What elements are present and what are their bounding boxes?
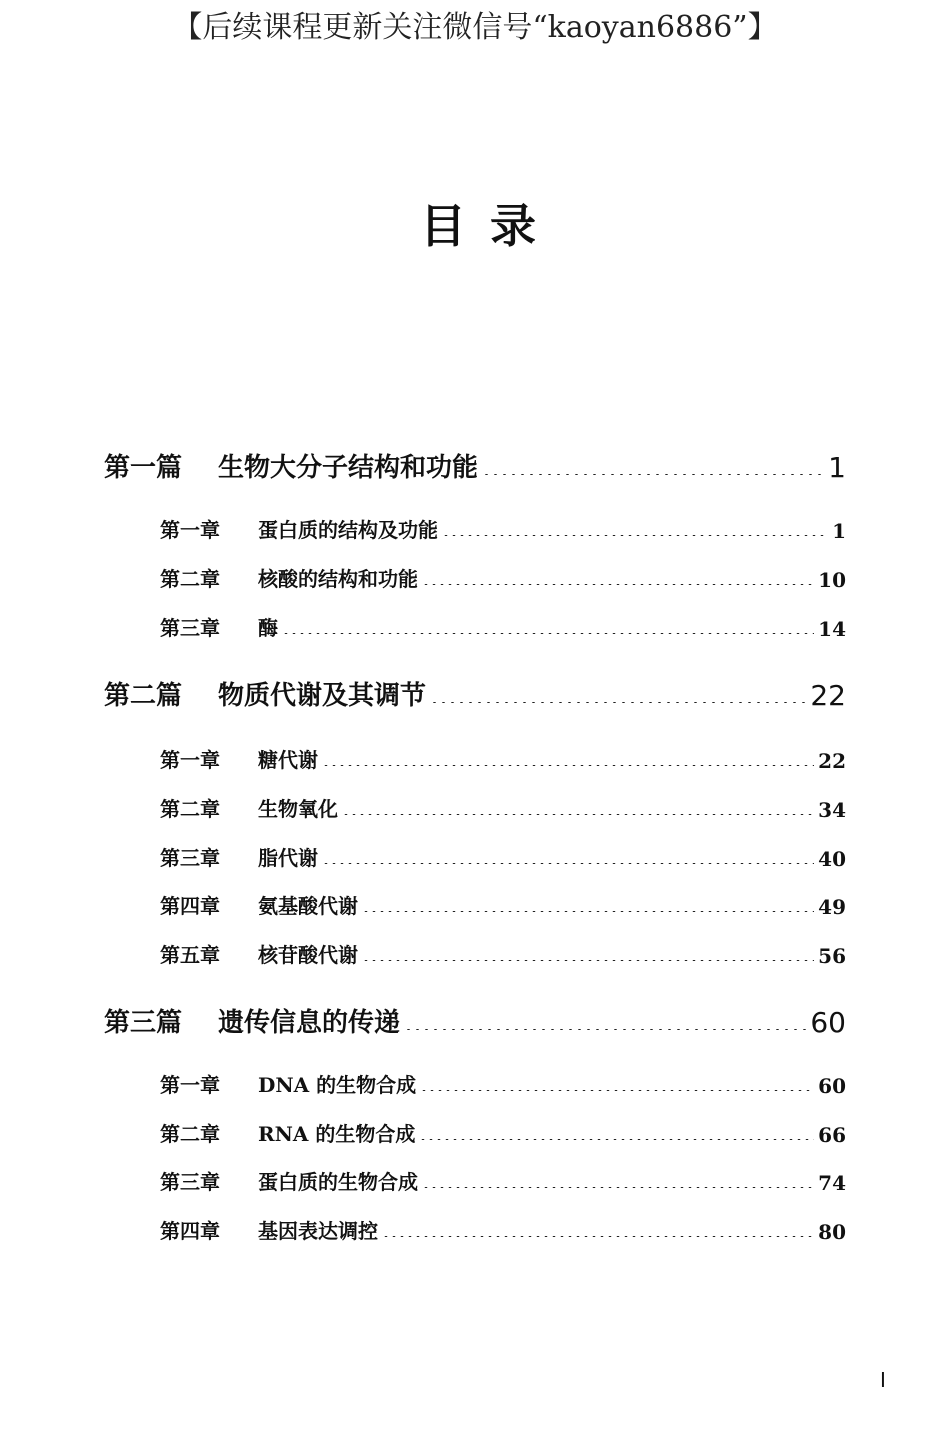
part-label: 第三篇 [104,1008,183,1038]
toc-part-2[interactable] [104,676,846,712]
chapter-label: 第二章 [160,797,220,821]
toc-part-1[interactable] [104,448,846,484]
dot-leader [322,765,814,766]
toc-chapter-1-2[interactable] [160,564,846,592]
toc-chapter-2-5[interactable] [160,940,846,968]
toc-chapter-2-3[interactable] [160,843,846,871]
page-marker: I [880,1368,886,1392]
dot-leader [404,1029,806,1030]
chapter-label: 第五章 [160,943,220,967]
page-number: 60 [818,1074,846,1098]
toc-part-3[interactable] [104,1003,846,1039]
chapter-label: 第二章 [160,1122,220,1146]
chapter-name: DNA 的生物合成 [258,1073,417,1097]
header-banner: 【后续课程更新关注微信号“kaoyan6886”】 [172,10,778,45]
dot-leader [342,814,814,815]
page-number: 66 [818,1123,846,1147]
dot-leader [430,702,806,703]
chapter-name: 生物氧化 [258,797,338,821]
chapter-label: 第三章 [160,1170,220,1194]
chapter-label: 第二章 [160,567,220,591]
page-number: 22 [818,749,846,773]
part-label: 第一篇 [104,453,183,483]
chapter-name: 核酸的结构和功能 [258,567,418,591]
toc-chapter-2-2[interactable] [160,794,846,822]
dot-leader [422,584,814,585]
dot-leader [282,633,814,634]
page-number: 1 [832,519,846,543]
dot-leader [362,911,814,912]
dot-leader [322,863,814,864]
page-number: 34 [818,798,846,822]
chapter-label: 第一章 [160,1073,220,1097]
dot-leader [419,1139,814,1140]
page-number: 22 [810,679,846,712]
chapter-name: 蛋白质的结构及功能 [258,518,438,542]
chapter-name: 蛋白质的生物合成 [258,1170,418,1194]
chapter-name: 酶 [258,616,278,640]
toc-chapter-2-4[interactable] [160,891,846,919]
page-number: 80 [818,1220,846,1244]
page-title: 目 录 [419,199,540,253]
chapter-label: 第一章 [160,748,220,772]
toc-chapter-2-1[interactable] [160,745,846,773]
dot-leader [482,474,824,475]
chapter-name: 基因表达调控 [258,1219,378,1243]
chapter-name: 脂代谢 [258,846,318,870]
page-number: 40 [818,847,846,871]
chapter-label: 第四章 [160,894,220,918]
dot-leader [362,960,814,961]
part-name: 物质代谢及其调节 [218,681,427,711]
toc-chapter-3-3[interactable] [160,1167,846,1195]
toc-chapter-1-3[interactable] [160,613,846,641]
chapter-label: 第三章 [160,846,220,870]
dot-leader [420,1090,814,1091]
dot-leader [382,1236,814,1237]
chapter-name: 糖代谢 [258,748,318,772]
page-number: 74 [818,1171,846,1195]
chapter-label: 第三章 [160,616,220,640]
toc-chapter-1-1[interactable] [160,515,846,543]
toc-chapter-3-1[interactable] [160,1070,846,1098]
page-number: 10 [818,568,846,592]
page-number: 49 [818,895,846,919]
chapter-name: 核苷酸代谢 [258,943,358,967]
chapter-label: 第一章 [160,518,220,542]
page-number: 60 [810,1006,846,1039]
dot-leader [422,1187,814,1188]
chapter-label: 第四章 [160,1219,220,1243]
page-number: 56 [818,944,846,968]
page-number: 14 [818,617,846,641]
dot-leader [442,535,828,536]
toc-chapter-3-4[interactable] [160,1216,846,1244]
chapter-name: 氨基酸代谢 [258,894,358,918]
part-label: 第二篇 [104,681,183,711]
toc-chapter-3-2[interactable] [160,1119,846,1147]
chapter-name: RNA 的生物合成 [258,1122,416,1146]
page-number: 1 [828,451,846,484]
part-name: 生物大分子结构和功能 [218,453,479,483]
part-name: 遗传信息的传递 [218,1008,401,1038]
